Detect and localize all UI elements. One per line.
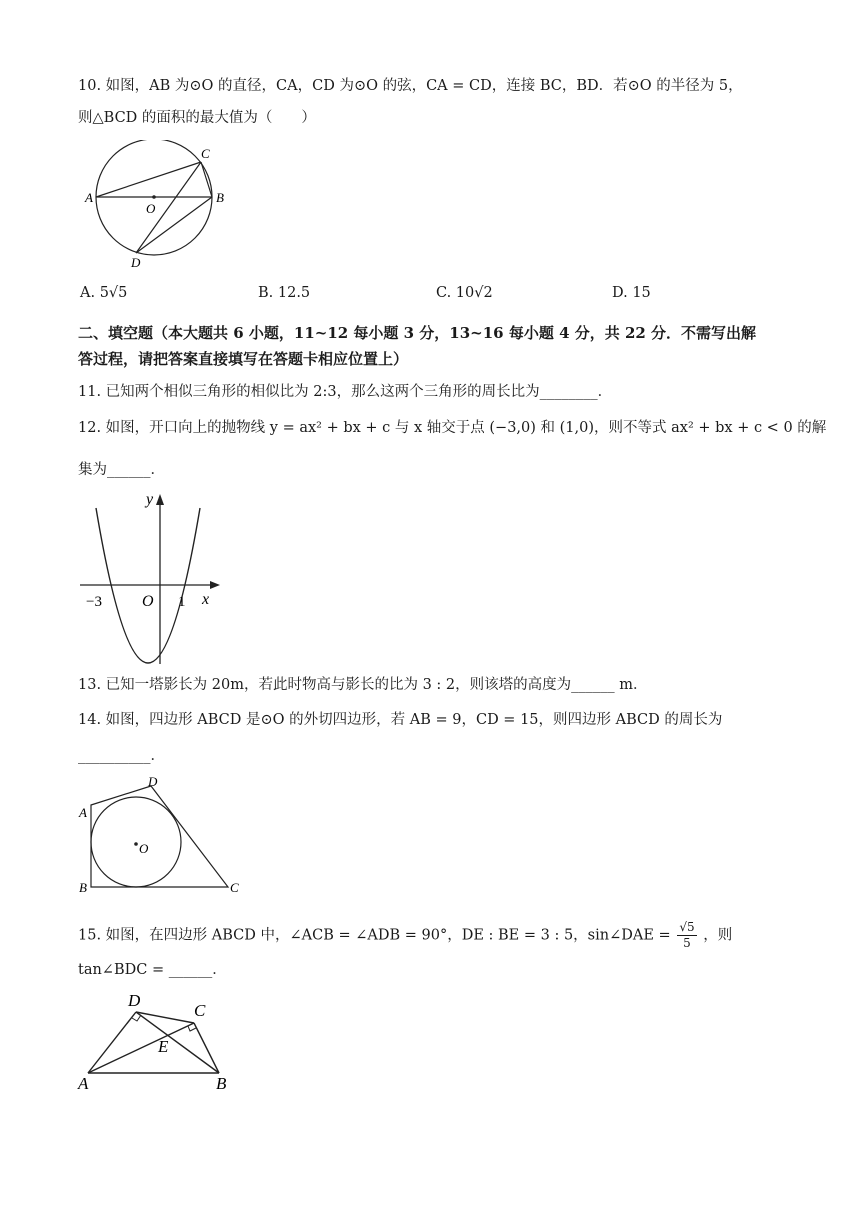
q11-text: 11. 已知两个相似三角形的相似比为 2:3，那么这两个三角形的周长比为________． xyxy=(78,384,613,400)
q15-label-a: A xyxy=(78,1074,89,1093)
q14-label-o: O xyxy=(139,841,149,856)
q15-label-d: D xyxy=(128,991,141,1010)
q10-option-c xyxy=(436,285,493,301)
q10-option-d-value: 15 xyxy=(632,285,651,301)
q12-label-x: x xyxy=(202,591,210,608)
q14-label-d: D xyxy=(148,774,158,789)
q10-label-a: A xyxy=(85,190,93,205)
q15-label-e: E xyxy=(158,1037,169,1056)
q10-option-d-key: D. xyxy=(612,285,628,301)
q10-option-d xyxy=(612,285,651,301)
q14-label-b: B xyxy=(79,880,87,895)
q12-label-neg3: −3 xyxy=(86,594,102,610)
q12-line1: 12. 如图，开口向上的抛物线 y = ax² + bx + c 与 x 轴交于点 (−3,0) 和 (1,0)，则不等式 ax² + bx + c < 0 的解 xyxy=(78,420,827,436)
q14-line2: __________． xyxy=(78,748,165,764)
q10-option-b-key: B. xyxy=(258,285,274,301)
q15-quadrilateral-figure xyxy=(76,990,246,1094)
q10-option-c-value: 10√2 xyxy=(455,285,493,301)
q15-fraction xyxy=(677,920,696,951)
q10-label-d: D xyxy=(131,255,141,270)
q10-option-a-value: 5√5 xyxy=(99,285,128,301)
q15-fraction-numerator: √5 xyxy=(679,920,695,934)
q10-label-c: C xyxy=(201,146,210,161)
q12-label-y: y xyxy=(146,491,154,508)
q10-option-c-key: C. xyxy=(436,285,452,301)
section2-heading-line2: 答过程，请把答案直接填写在答题卡相应位置上） xyxy=(78,350,409,368)
q15-fraction-denominator: 5 xyxy=(683,936,691,950)
q12-line2: 集为______． xyxy=(78,462,165,478)
q10-label-b: B xyxy=(216,190,224,205)
q14-label-a: A xyxy=(79,805,87,820)
q10-option-a-key: A. xyxy=(80,285,96,301)
q15-label-c: C xyxy=(194,1001,206,1020)
q10-option-b xyxy=(258,285,310,301)
q10-option-a xyxy=(80,285,127,301)
q10-label-o: O xyxy=(146,201,156,216)
q10-line2: 则△BCD 的面积的最大值为（ ） xyxy=(78,110,316,126)
q15-line1 xyxy=(78,920,732,951)
section2-heading-line1: 二、填空题（本大题共 6 小题，11~12 每小题 3 分，13~16 每小题 4 分，共 22 分．不需写出解 xyxy=(78,324,757,342)
q14-line1: 14. 如图，四边形 ABCD 是⊙O 的外切四边形，若 AB = 9，CD = 15，则四边形 ABCD 的周长为 xyxy=(78,712,723,728)
q15-line2: tan∠BDC = ______． xyxy=(78,962,227,978)
q12-parabola-figure xyxy=(78,488,228,666)
q12-label-one: 1 xyxy=(178,594,186,610)
q10-circle-figure xyxy=(80,140,240,270)
q12-label-o: O xyxy=(142,593,154,610)
q10-option-b-value: 12.5 xyxy=(277,285,311,301)
q13-text: 13. 已知一塔影长为 20m，若此时物高与影长的比为 3 : 2，则该塔的高度为______ m． xyxy=(78,677,648,693)
q14-quadrilateral-figure xyxy=(76,772,256,896)
q10-line1: 10. 如图，AB 为⊙O 的直径，CA，CD 为⊙O 的弦，CA = CD，连接 BC，BD．若⊙O 的半径为 5， xyxy=(78,78,743,94)
q14-label-c: C xyxy=(230,880,239,895)
q15-line1-tail: ，则 xyxy=(703,927,733,944)
q15-label-b: B xyxy=(216,1074,227,1093)
q15-line1-text: 15. 如图，在四边形 ABCD 中，∠ACB = ∠ADB = 90°，DE : BE = 3 : 5，sin∠DAE = xyxy=(78,927,671,944)
